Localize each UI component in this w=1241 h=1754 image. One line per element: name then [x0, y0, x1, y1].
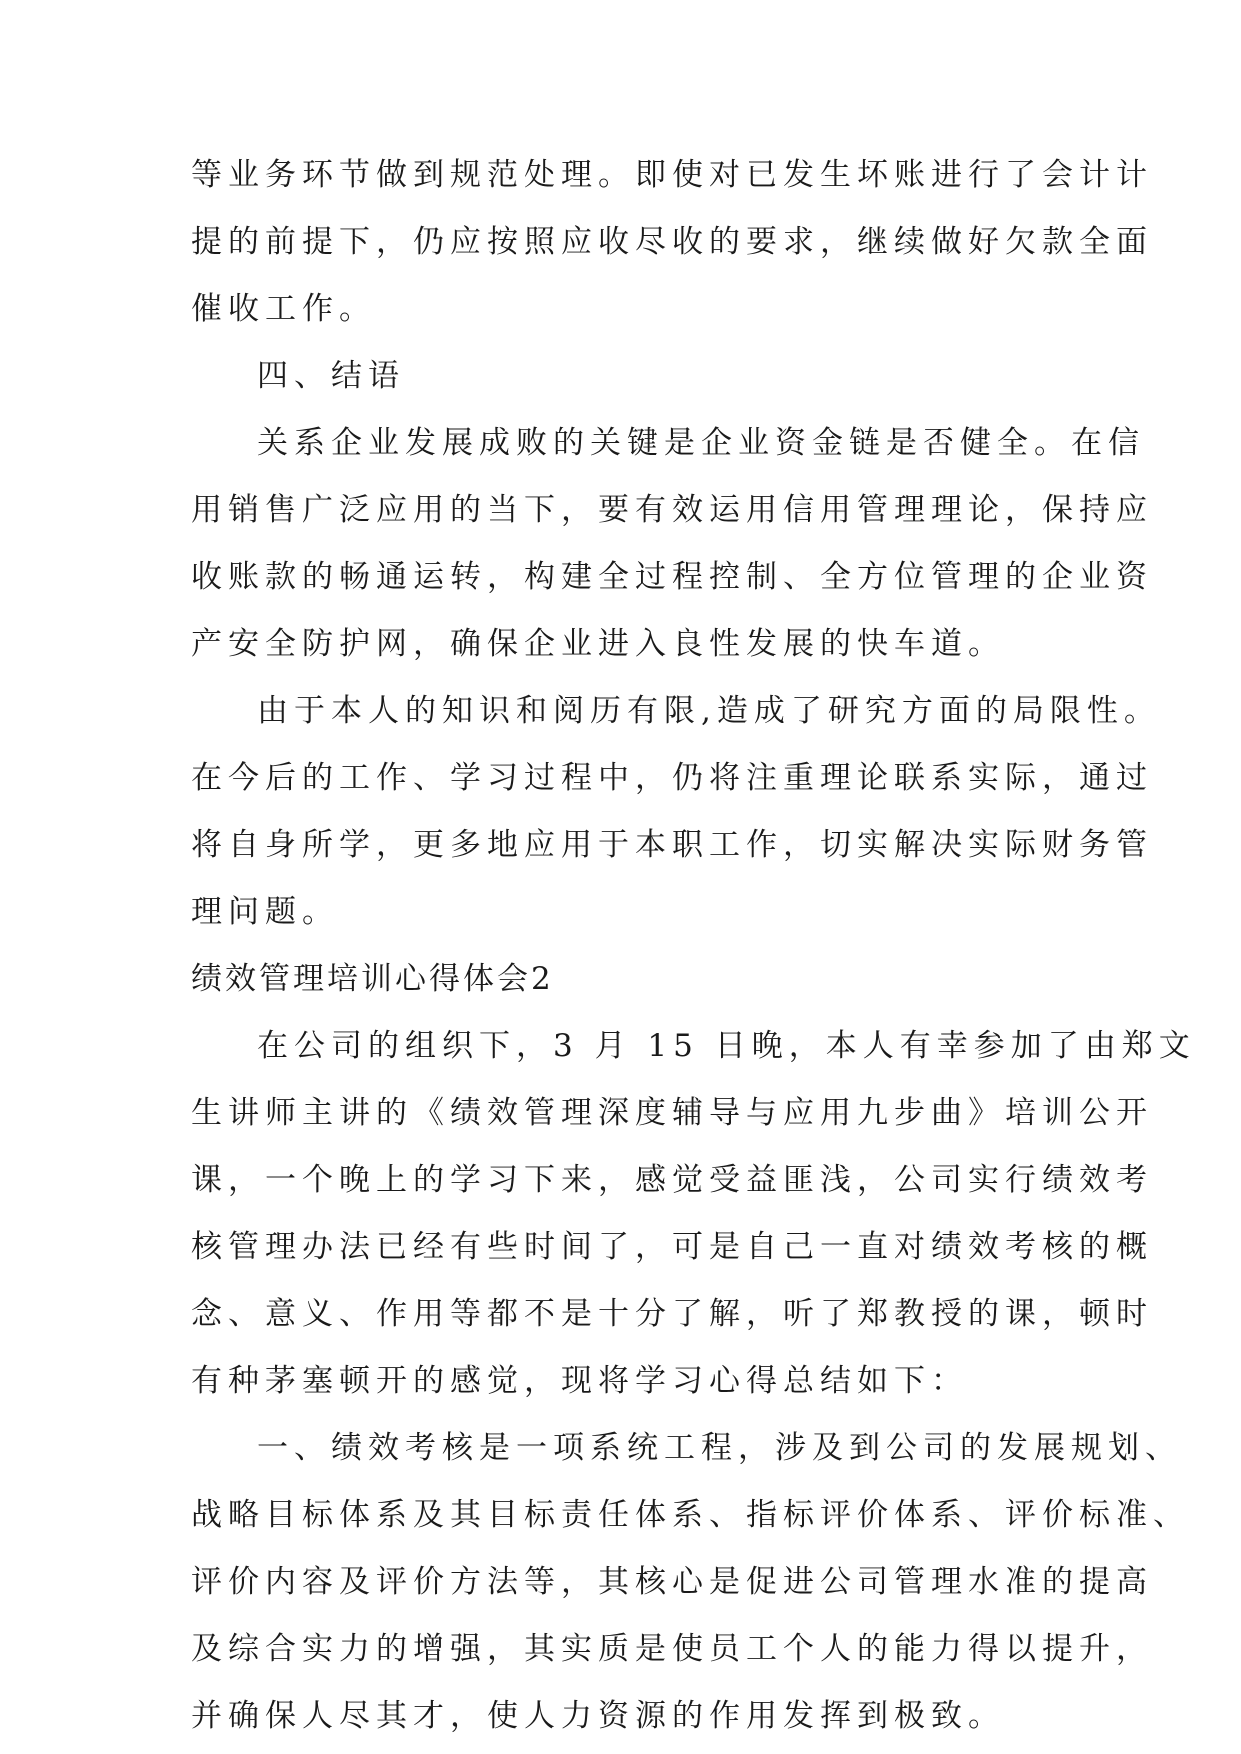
- text-line: 核管理办法已经有些时间了，可是自己一直对绩效考核的概: [191, 1229, 1153, 1265]
- text-line: 念、意义、作用等都不是十分了解，听了郑教授的课，顿时: [191, 1296, 1153, 1332]
- text-line: 用销售广泛应用的当下，要有效运用信用管理理论，保持应: [191, 492, 1153, 528]
- section-heading: 四、结语: [257, 358, 405, 394]
- text-line: 在公司的组织下，3 月 15 日晚，本人有幸参加了由郑文: [257, 1028, 1196, 1064]
- text-line: 提的前提下，仍应按照应收尽收的要求，继续做好欠款全面: [191, 224, 1153, 260]
- text-line: 课，一个晚上的学习下来，感觉受益匪浅，公司实行绩效考: [191, 1162, 1153, 1198]
- text-line: 在今后的工作、学习过程中，仍将注重理论联系实际，通过: [191, 760, 1153, 796]
- text-line: 及综合实力的增强，其实质是使员工个人的能力得以提升，: [191, 1631, 1153, 1667]
- text-line: 有种茅塞顿开的感觉，现将学习心得总结如下：: [191, 1363, 968, 1399]
- text-line: 并确保人尽其才，使人力资源的作用发挥到极致。: [191, 1698, 1005, 1734]
- text-line: 生讲师主讲的《绩效管理深度辅导与应用九步曲》培训公开: [191, 1095, 1153, 1131]
- text-line: 产安全防护网，确保企业进入良性发展的快车道。: [191, 626, 1005, 662]
- text-line: 收账款的畅通运转，构建全过程控制、全方位管理的企业资: [191, 559, 1153, 595]
- text-line: 理问题。: [191, 894, 339, 930]
- text-line: 关系企业发展成败的关键是企业资金链是否健全。在信: [257, 425, 1145, 461]
- text-line: 一、绩效考核是一项系统工程，涉及到公司的发展规划、: [257, 1430, 1182, 1466]
- text-line: 评价内容及评价方法等，其核心是促进公司管理水准的提高: [191, 1564, 1153, 1600]
- article-title: 绩效管理培训心得体会2: [191, 961, 554, 997]
- text-line: 将自身所学，更多地应用于本职工作，切实解决实际财务管: [191, 827, 1153, 863]
- text-line: 等业务环节做到规范处理。即使对已发生坏账进行了会计计: [191, 157, 1153, 193]
- text-line: 战略目标体系及其目标责任体系、指标评价体系、评价标准、: [191, 1497, 1190, 1533]
- text-line: 催收工作。: [191, 291, 376, 327]
- text-line: 由于本人的知识和阅历有限,造成了研究方面的局限性。: [257, 693, 1161, 729]
